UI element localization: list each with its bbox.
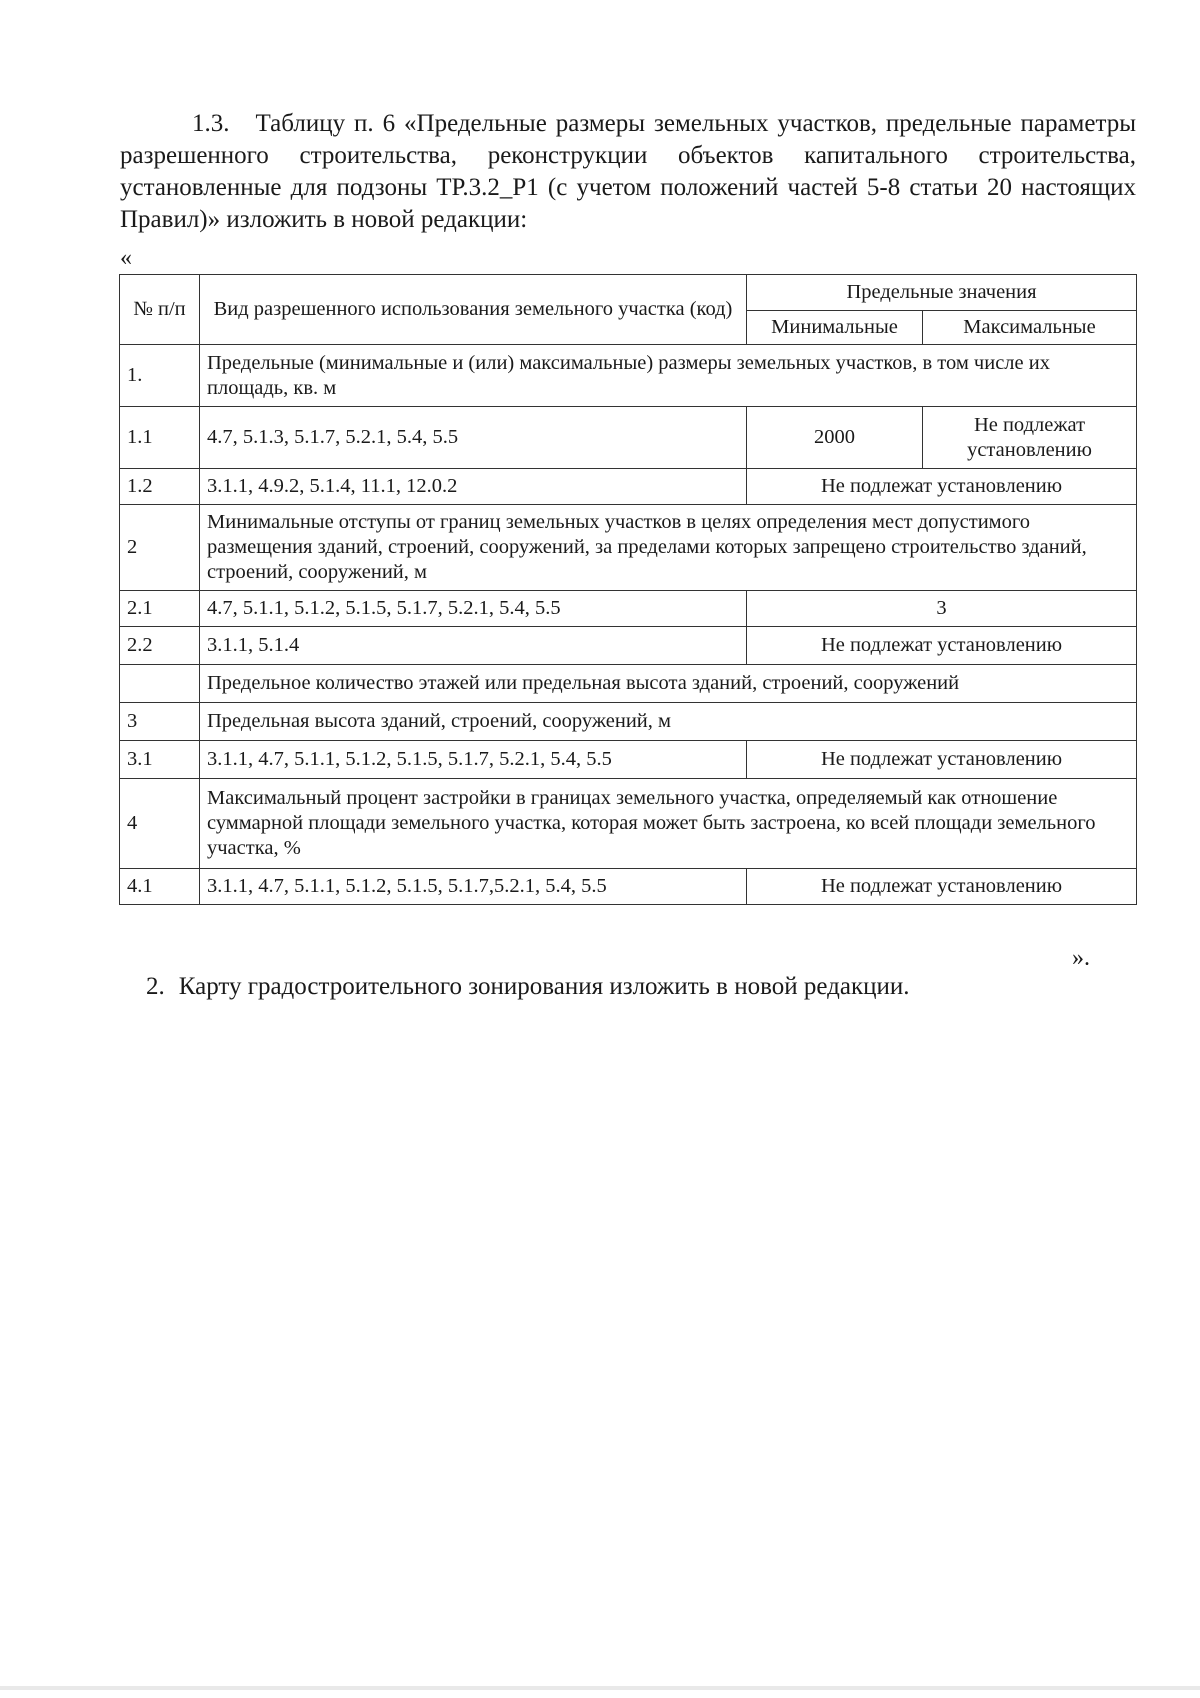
header-limit: Предельные значения	[747, 275, 1137, 311]
section-text: Минимальные отступы от границ земельных участков в целях определения мест допустимого размещения зданий, строений, сооружений, за пределами которых запрещено строительство зданий, строений, сооружений, м	[200, 505, 1137, 591]
limits-table	[119, 274, 1137, 905]
row-value: Не подлежат установлению	[747, 469, 1137, 505]
row-num: 3	[120, 703, 200, 741]
point-2-text: Карту градостроительного зонирования изложить в новой редакции.	[178, 973, 910, 1000]
header-max: Максимальные	[923, 311, 1137, 345]
header-num: № п/п	[120, 275, 200, 345]
section-text: Предельные (минимальные и (или) максимальные) размеры земельных участков, в том числе их площадь, кв. м	[200, 345, 1137, 407]
row-num: 4	[120, 779, 200, 869]
table-row	[120, 741, 1137, 779]
row-num: 3.1	[120, 741, 200, 779]
row-codes: 3.1.1, 4.7, 5.1.1, 5.1.2, 5.1.5, 5.1.7,5.2.1, 5.4, 5.5	[200, 869, 747, 905]
row-codes: 4.7, 5.1.1, 5.1.2, 5.1.5, 5.1.7, 5.2.1, 5.4, 5.5	[200, 591, 747, 627]
intro-number: 1.3.	[192, 110, 230, 137]
point-2-paragraph	[146, 970, 909, 1004]
section-text: Максимальный процент застройки в границах земельного участка, определяемый как отношение суммарной площади земельного участка, которая может быть застроена, ко всей площади земельного участка, %	[200, 779, 1137, 869]
table-row	[120, 627, 1137, 665]
opening-quote: «	[120, 245, 132, 271]
table-row	[120, 407, 1137, 469]
row-num: 4.1	[120, 869, 200, 905]
row-codes: 4.7, 5.1.3, 5.1.7, 5.2.1, 5.4, 5.5	[200, 407, 747, 469]
row-num: 2.2	[120, 627, 200, 665]
header-min: Минимальные	[747, 311, 923, 345]
closing-quote: ».	[1072, 945, 1090, 971]
table-row	[120, 703, 1137, 741]
row-num: 1.	[120, 345, 200, 407]
row-max: Не подлежат установлению	[923, 407, 1137, 469]
header-row	[120, 275, 1137, 311]
row-num	[120, 665, 200, 703]
scan-edge	[0, 1686, 1200, 1690]
header-use: Вид разрешенного использования земельного участка (код)	[200, 275, 747, 345]
row-value: 3	[747, 591, 1137, 627]
intro-text: Таблицу п. 6 «Предельные размеры земельных участков, предельные параметры разрешенного строительства, реконструкции объектов капитального строительства, установленные для подзоны ТР.3.2_Р1 (с учетом положений частей 5-8 статьи 20 настоящих Правил)» изложить в новой редакции:	[120, 110, 1136, 233]
row-codes: 3.1.1, 4.9.2, 5.1.4, 11.1, 12.0.2	[200, 469, 747, 505]
point-2-number: 2.	[146, 973, 165, 1000]
table-row	[120, 869, 1137, 905]
row-codes: 3.1.1, 4.7, 5.1.1, 5.1.2, 5.1.5, 5.1.7, 5.2.1, 5.4, 5.5	[200, 741, 747, 779]
row-num: 1.2	[120, 469, 200, 505]
intro-paragraph	[120, 108, 1136, 236]
table-row	[120, 591, 1137, 627]
row-num: 1.1	[120, 407, 200, 469]
row-num: 2.1	[120, 591, 200, 627]
row-value: Не подлежат установлению	[747, 741, 1137, 779]
row-codes: 3.1.1, 5.1.4	[200, 627, 747, 665]
section-text: Предельная высота зданий, строений, сооружений, м	[200, 703, 1137, 741]
table-row	[120, 469, 1137, 505]
row-value: Не подлежат установлению	[747, 627, 1137, 665]
table-row	[120, 665, 1137, 703]
table-row	[120, 779, 1137, 869]
row-value: Не подлежат установлению	[747, 869, 1137, 905]
section-text: Предельное количество этажей или предельная высота зданий, строений, сооружений	[200, 665, 1137, 703]
table-row	[120, 505, 1137, 591]
table-row	[120, 345, 1137, 407]
row-min: 2000	[747, 407, 923, 469]
row-num: 2	[120, 505, 200, 591]
